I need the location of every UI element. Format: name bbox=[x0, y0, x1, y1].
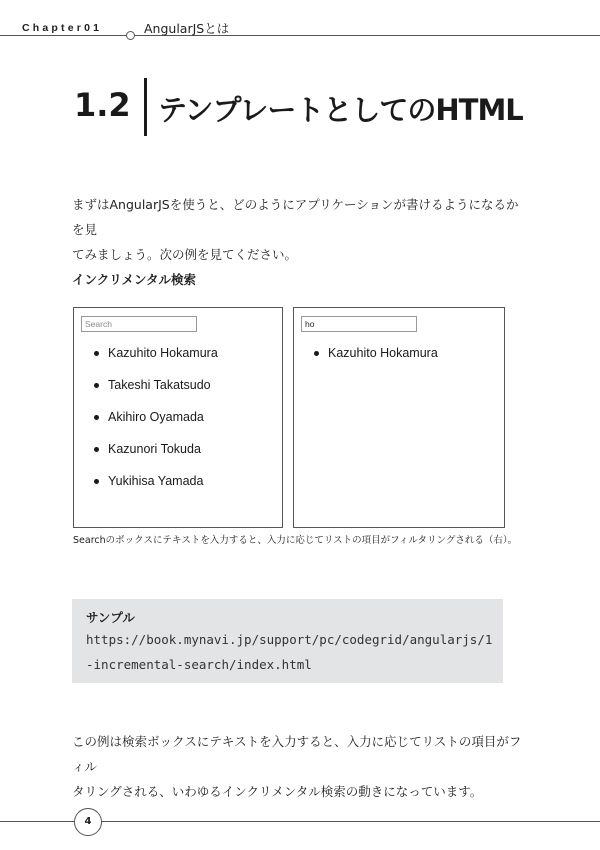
list-item bbox=[74, 467, 218, 499]
bullet-icon bbox=[94, 383, 99, 388]
bullet-icon bbox=[94, 415, 99, 420]
sample-title: サンプル bbox=[86, 610, 135, 625]
bullet-icon bbox=[94, 479, 99, 484]
conclusion-line-2: タリングされる、いわゆるインクリメンタル検索の動きになっています。 bbox=[72, 784, 483, 799]
section-heading-bar bbox=[144, 78, 147, 136]
list-item bbox=[74, 371, 218, 403]
demo-panel-filtered bbox=[293, 307, 505, 528]
figure-caption: Searchのボックスにテキストを入力すると、入力に応じてリストの項目がフィルタリングされる（右）。 bbox=[73, 535, 518, 546]
chapter-label: Chapter01 bbox=[22, 22, 103, 34]
header-divider-dot bbox=[126, 31, 135, 40]
list-item-label: Kazuhito Hokamura bbox=[108, 346, 218, 360]
list-item bbox=[74, 339, 218, 371]
conclusion-line-1: この例は検索ボックスにテキストを入力すると、入力に応じてリストの項目がフィル bbox=[72, 734, 522, 774]
list-item-label: Yukihisa Yamada bbox=[108, 474, 204, 488]
search-input-filled[interactable]: ho bbox=[301, 316, 417, 332]
list-item-label: Kazunori Tokuda bbox=[108, 442, 201, 456]
example-heading: インクリメンタル検索 bbox=[72, 272, 197, 287]
list-item bbox=[74, 403, 218, 435]
bullet-icon bbox=[314, 351, 319, 356]
demo-panel-unfiltered bbox=[73, 307, 283, 528]
name-list bbox=[74, 339, 218, 499]
list-item-label: Takeshi Takatsudo bbox=[108, 378, 211, 392]
list-item bbox=[294, 339, 438, 371]
bullet-icon bbox=[94, 447, 99, 452]
bullet-icon bbox=[94, 351, 99, 356]
chapter-title: AngularJSとは bbox=[144, 21, 230, 36]
sample-box bbox=[72, 599, 503, 683]
conclusion-paragraph bbox=[72, 729, 522, 804]
section-title: テンプレートとしてのHTML bbox=[158, 93, 523, 127]
list-item-label: Akihiro Oyamada bbox=[108, 410, 204, 424]
intro-line-2: てみましょう。次の例を見てください。 bbox=[72, 247, 298, 262]
header-divider bbox=[0, 35, 600, 36]
list-item-label: Kazuhito Hokamura bbox=[328, 346, 438, 360]
intro-paragraph bbox=[72, 192, 522, 267]
sample-link[interactable]: https://book.mynavi.jp/support/pc/codegrid/angularjs/1-incremental-search/index.html bbox=[86, 632, 493, 672]
section-number: 1.2 bbox=[74, 86, 131, 124]
search-input[interactable]: Search bbox=[81, 316, 197, 332]
page-number: 4 bbox=[74, 808, 102, 836]
intro-line-1: まずはAngularJSを使うと、どのようにアプリケーションが書けるようになるかを見 bbox=[72, 197, 519, 237]
list-item bbox=[74, 435, 218, 467]
filtered-name-list bbox=[294, 339, 438, 371]
